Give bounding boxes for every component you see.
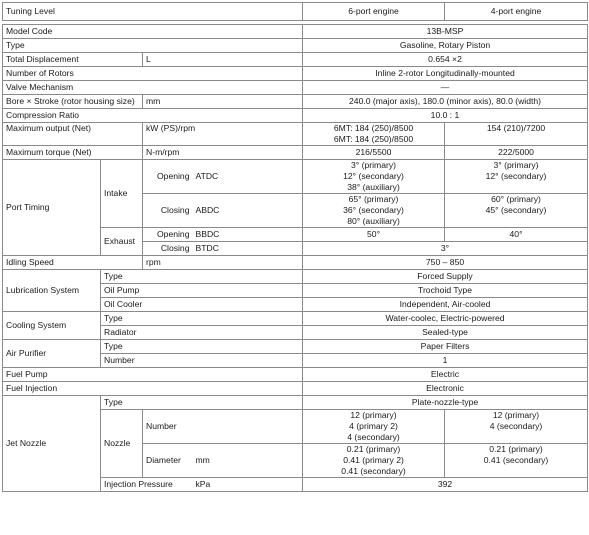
lubrication-type-value: Forced Supply (303, 270, 588, 284)
max-torque-unit: N-m/rpm (143, 146, 303, 160)
injection-pressure-value: 392 (303, 478, 588, 492)
compression-ratio-label: Compression Ratio (3, 109, 303, 123)
exhaust-opening-six: 50° (303, 228, 445, 242)
displacement-label: Total Displacement (3, 53, 143, 67)
table-row (3, 368, 588, 382)
fuel-injection-value: Electronic (303, 382, 588, 396)
oil-pump-value: Trochoid Type (303, 284, 588, 298)
lubrication-label: Lubrication System (3, 270, 101, 312)
table-row (3, 67, 588, 81)
model-code-value: 13B-MSP (303, 25, 588, 39)
air-purifier-type-label: Type (101, 340, 303, 354)
type-label: Type (3, 39, 303, 53)
intake-label: Intake (101, 160, 143, 228)
exhaust-opening-label: Opening (143, 228, 193, 242)
jet-nozzle-label: Jet Nozzle (3, 396, 101, 492)
cooling-type-value: Water-coolec, Electric-powered (303, 312, 588, 326)
nozzle-number-six: 12 (primary) 4 (primary 2) 4 (secondary) (303, 410, 445, 444)
model-code-label: Model Code (3, 25, 303, 39)
exhaust-closing-ref: BTDC (193, 242, 303, 256)
idling-speed-value: 750 – 850 (303, 256, 588, 270)
fuel-pump-label: Fuel Pump (3, 368, 303, 382)
exhaust-label: Exhaust (101, 228, 143, 256)
nozzle-label: Nozzle (101, 410, 143, 478)
nozzle-diameter-four: 0.21 (primary) 0.41 (secondary) (445, 444, 588, 478)
intake-closing-six: 65° (primary) 36° (secondary) 80° (auxiliary) (303, 194, 445, 228)
table-row (3, 95, 588, 109)
intake-opening-ref: ATDC (193, 160, 303, 194)
exhaust-closing-label: Closing (143, 242, 193, 256)
table-row (3, 382, 588, 396)
max-output-unit: kW (PS)/rpm (143, 123, 303, 146)
jet-nozzle-type-value: Plate-nozzle-type (303, 396, 588, 410)
max-torque-four: 222/5000 (445, 146, 588, 160)
exhaust-opening-ref: BBDC (193, 228, 303, 242)
nozzle-diameter-six: 0.21 (primary) 0.41 (primary 2) 0.41 (secondary) (303, 444, 445, 478)
table-row (3, 109, 588, 123)
idling-speed-unit: rpm (143, 256, 303, 270)
displacement-value: 0.654 ×2 (303, 53, 588, 67)
nozzle-diameter-unit: mm (193, 444, 303, 478)
table-row (3, 39, 588, 53)
intake-opening-four: 3° (primary) 12° (secondary) (445, 160, 588, 194)
bore-stroke-label: Bore × Stroke (rotor housing size) (3, 95, 143, 109)
fuel-injection-label: Fuel Injection (3, 382, 303, 396)
intake-closing-four: 60° (primary) 45° (secondary) (445, 194, 588, 228)
type-value: Gasoline, Rotary Piston (303, 39, 588, 53)
table-row (3, 81, 588, 95)
oil-cooler-label: Oil Cooler (101, 298, 303, 312)
intake-closing-label: Closing (143, 194, 193, 228)
cooling-label: Cooling System (3, 312, 101, 340)
max-torque-six: 216/5500 (303, 146, 445, 160)
six-port-header: 6-port engine (303, 3, 445, 21)
table-row (3, 123, 588, 146)
air-purifier-type-value: Paper Filters (303, 340, 588, 354)
nozzle-diameter-label: Diameter (143, 444, 193, 478)
engine-spec-table (2, 2, 588, 492)
jet-nozzle-type-label: Type (101, 396, 303, 410)
exhaust-closing-value: 3° (303, 242, 588, 256)
table-row (3, 25, 588, 39)
compression-ratio-value: 10.0 : 1 (303, 109, 588, 123)
radiator-value: Sealed-type (303, 326, 588, 340)
air-purifier-label: Air Purifier (3, 340, 101, 368)
nozzle-number-label: Number (143, 410, 303, 444)
lubrication-type-label: Type (101, 270, 303, 284)
table-row (3, 270, 588, 284)
max-output-four: 154 (210)/7200 (445, 123, 588, 146)
nozzle-number-four: 12 (primary) 4 (secondary) (445, 410, 588, 444)
exhaust-opening-four: 40° (445, 228, 588, 242)
rotors-label: Number of Rotors (3, 67, 303, 81)
max-output-label: Maximum output (Net) (3, 123, 143, 146)
fuel-pump-value: Electric (303, 368, 588, 382)
table-row (3, 160, 588, 194)
table-row (3, 396, 588, 410)
idling-speed-label: Idling Speed (3, 256, 143, 270)
bore-stroke-unit: mm (143, 95, 303, 109)
air-purifier-number-value: 1 (303, 354, 588, 368)
table-row (3, 256, 588, 270)
max-output-six: 6MT: 184 (250)/8500 6MT: 184 (250)/8500 (303, 123, 445, 146)
intake-opening-six: 3° (primary) 12° (secondary) 38° (auxiliary) (303, 160, 445, 194)
table-row (3, 340, 588, 354)
oil-pump-label: Oil Pump (101, 284, 303, 298)
table-row (3, 146, 588, 160)
rotors-value: Inline 2-rotor Longitudinally-mounted (303, 67, 588, 81)
air-purifier-number-label: Number (101, 354, 303, 368)
intake-closing-ref: ABDC (193, 194, 303, 228)
bore-stroke-value: 240.0 (major axis), 180.0 (minor axis), 80.0 (width) (303, 95, 588, 109)
four-port-header: 4-port engine (445, 3, 588, 21)
tuning-level-header: Tuning Level (3, 3, 303, 21)
intake-opening-label: Opening (143, 160, 193, 194)
header-row (3, 3, 588, 21)
injection-pressure-label: Injection Pressure (101, 478, 193, 492)
oil-cooler-value: Independent, Air-cooled (303, 298, 588, 312)
cooling-type-label: Type (101, 312, 303, 326)
table-row (3, 53, 588, 67)
valve-mechanism-value: — (303, 81, 588, 95)
port-timing-label: Port Timing (3, 160, 101, 256)
injection-pressure-unit: kPa (193, 478, 303, 492)
table-row (3, 312, 588, 326)
valve-mechanism-label: Valve Mechanism (3, 81, 303, 95)
displacement-unit: L (143, 53, 303, 67)
radiator-label: Radiator (101, 326, 303, 340)
max-torque-label: Maximum torque (Net) (3, 146, 143, 160)
